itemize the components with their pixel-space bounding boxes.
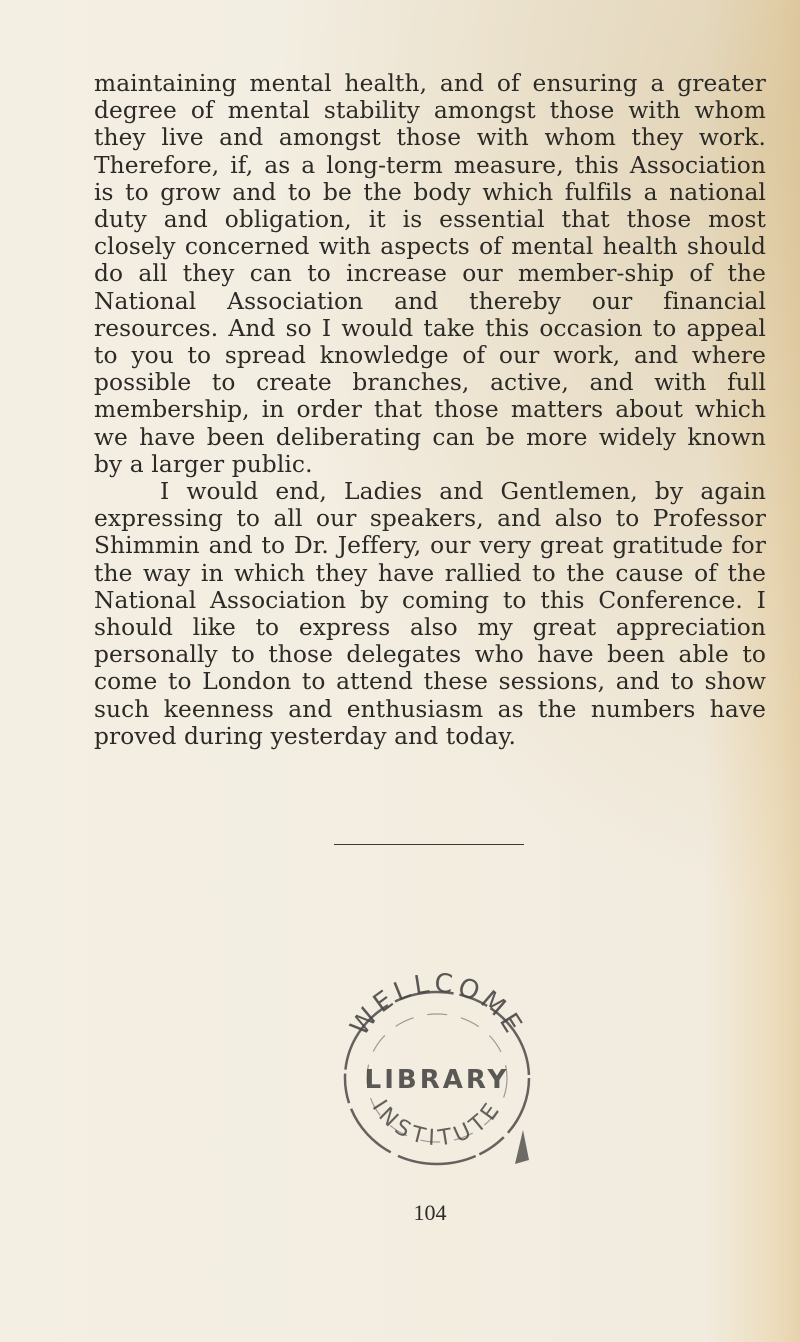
body-text <box>94 70 766 750</box>
stamp-top-text: WELLCOME <box>344 968 530 1042</box>
stamp-ink-smudge <box>515 1130 529 1164</box>
section-divider-rule <box>334 844 524 845</box>
stamp-center-text: LIBRARY <box>364 1065 510 1095</box>
paragraph-closing-remarks: I would end, Ladies and Gentlemen, by again expressing to all our speakers, and also to Professor Shimmin and to Dr. Jeffery, our very great gratitude for the way in which they have rallied to the cause of the National Association by coming to this Conference. I should like to express also my great appreciation personally to those delegates who have been able to come to London to attend these sessions, and to show such keenness and enthusiasm as the numbers have proved during yesterday and today. <box>94 478 766 750</box>
paragraph-continued: maintaining mental health, and of ensuring a greater degree of mental stability amongst those with whom they live and amongst those with whom they work. Therefore, if, as a long-term measure, this Association is to grow and to be the body which fulfils a national duty and obligation, it is essential that those most closely concerned with aspects of mental health should do all they can to increase our member-ship of the National Association and thereby our financial resources. And so I would take this occasion to appeal to you to spread knowledge of our work, and where possible to create branches, active, and with full membership, in order that those matters about which we have been deliberating can be more widely known by a larger public. <box>94 70 766 478</box>
stamp-bottom-text: INSTITUTE <box>366 1095 508 1152</box>
page-number: 104 <box>413 1200 447 1225</box>
library-stamp <box>325 960 550 1175</box>
